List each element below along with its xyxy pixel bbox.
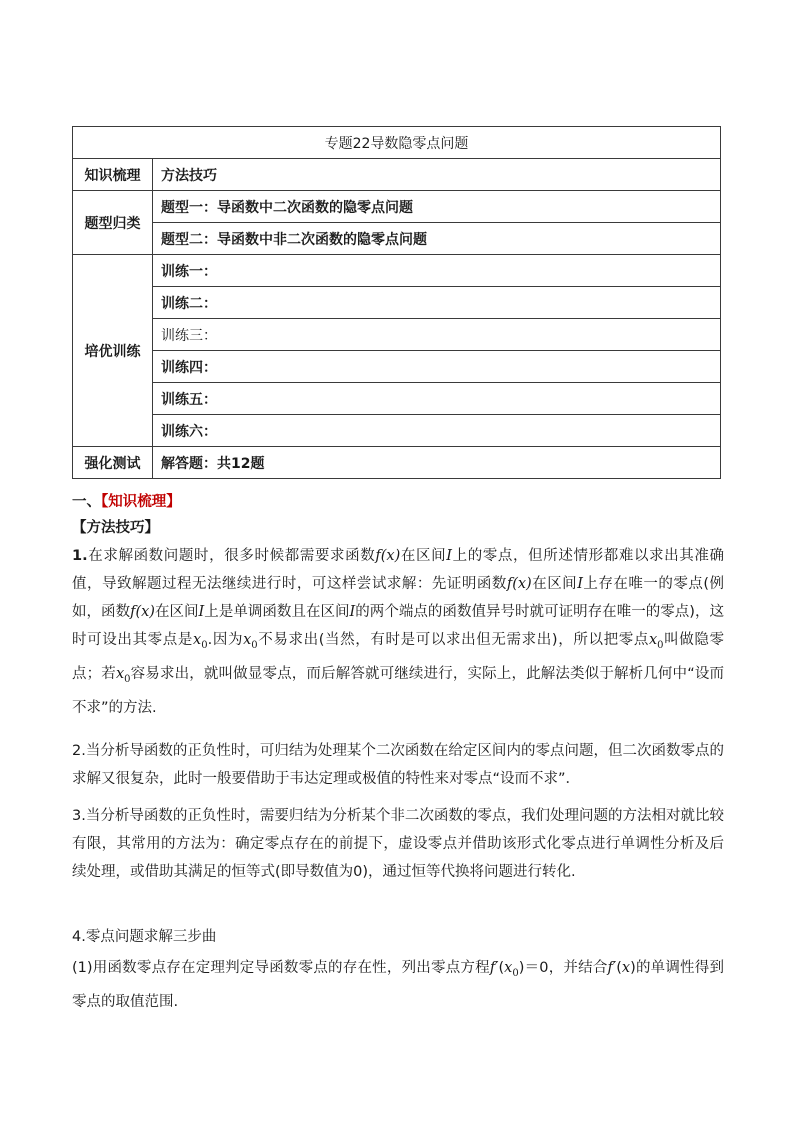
item-training-5: 训练五： [153, 383, 721, 415]
contents-table [72, 126, 721, 479]
math-I: I [198, 604, 205, 620]
category-test: 强化测试 [73, 447, 153, 479]
text: 在区间 [531, 576, 578, 592]
table-row [73, 351, 721, 383]
item-training-4: 训练四： [153, 351, 721, 383]
math-I: I [349, 604, 356, 620]
text: (1)用函数零点存在定理判定导函数零点的存在性，列出零点方程 [72, 960, 490, 976]
math-fprime: f′ [607, 960, 617, 976]
paragraph-number: 1. [72, 548, 88, 564]
text: 在区间 [154, 604, 199, 620]
table-row [73, 223, 721, 255]
text: ( [616, 960, 622, 976]
paragraph-3: 3.当分析导函数的正负性时，需要归结为分析某个非二次函数的零点，我们处理问题的方法相对就比较有限，其常用的方法为：确定零点存在的前提下，虚设零点并借助该形式化零点进行单调性分析及后续处理，或借助其满足的恒等式(即导数值为0)，通过恒等代换将问题进行转化. [72, 808, 724, 880]
subsection-heading: 【方法技巧】 [72, 520, 159, 536]
section-heading [72, 490, 181, 511]
text: ( [498, 960, 505, 976]
subscript: 0 [251, 639, 258, 651]
table-title-row [73, 127, 721, 159]
item-test: 解答题：共12题 [153, 447, 721, 479]
math-x0: x [193, 632, 202, 648]
table-row [73, 447, 721, 479]
item-type-1: 题型一：导函数中二次函数的隐零点问题 [153, 191, 721, 223]
text: )＝0，并结合 [518, 960, 608, 976]
item-training-2: 训练二： [153, 287, 721, 319]
table-row [73, 191, 721, 223]
text: 上的零点，但所述情形都难以求出其准确值，导致解题过程无法继续进行时，可这样尝试求解：先证明函数 [72, 548, 725, 592]
subscript: 0 [201, 639, 208, 651]
table-row [73, 319, 721, 351]
paragraph-2: 2.当分析导函数的正负性时，可归结为处理某个二次函数在给定区间内的零点问题，但二次函数零点的求解又很复杂，此时一般要借助于韦达定理或极值的特性来对零点“设而不求”． [72, 743, 724, 787]
math-fx: f(x) [130, 604, 155, 620]
table-row [73, 159, 721, 191]
text: 叫做隐零点；若 [72, 632, 725, 682]
section-title: 【知识梳理】 [101, 494, 181, 510]
item-training-3: 训练三： [153, 319, 721, 351]
item-type-2: 题型二：导函数中非二次函数的隐零点问题 [153, 223, 721, 255]
category-question-types: 题型归类 [73, 191, 153, 255]
math-I: I [446, 548, 452, 564]
paragraph-5 [72, 954, 724, 1016]
math-x0: x [504, 960, 513, 976]
paragraph-4: 4.零点问题求解三步曲 [72, 929, 217, 945]
text: .因为 [207, 632, 244, 648]
text: )的单调性得到零点的取值范围. [72, 960, 724, 1010]
subscript: 0 [512, 967, 519, 979]
math-x: x [621, 960, 631, 976]
math-I: I [577, 576, 583, 592]
math-x0: x [115, 665, 125, 682]
text: 不易求出(当然，有时是可以求出但无需求出)，所以把零点 [257, 632, 649, 648]
section-number: 一、 [72, 494, 101, 510]
category-training: 培优训练 [73, 255, 153, 447]
subscript: 0 [657, 639, 664, 651]
item-training-1: 训练一： [153, 255, 721, 287]
text: 上是单调函数且在区间 [204, 604, 350, 620]
category-knowledge: 知识梳理 [73, 159, 153, 191]
item-methods: 方法技巧 [153, 159, 721, 191]
table-row [73, 287, 721, 319]
math-fx: f(x) [375, 548, 401, 564]
math-fx: f(x) [506, 576, 532, 592]
math-x0: x [243, 632, 252, 648]
math-fprime: f′ [489, 960, 499, 976]
subscript: 0 [124, 673, 131, 685]
paragraph-1 [72, 542, 724, 722]
table-title: 专题22导数隐零点问题 [73, 127, 721, 159]
text: 在区间 [400, 548, 447, 564]
text: 上存在唯一的零点(例如，函数 [72, 576, 725, 620]
table-row [73, 415, 721, 447]
text: 的两个端点的函数值异号时就可证明存在唯一的零点)，这时可设出其零点是 [72, 604, 725, 648]
table-row [73, 255, 721, 287]
item-training-6: 训练六： [153, 415, 721, 447]
text: 容易求出，就叫做显零点，而后解答就可继续进行，实际上，此解法类似于解析几何中“设而不求”的方法. [72, 665, 725, 716]
table-row [73, 383, 721, 415]
math-x0: x [648, 632, 658, 648]
text: 在求解函数问题时，很多时候都需要求函数 [87, 548, 376, 564]
